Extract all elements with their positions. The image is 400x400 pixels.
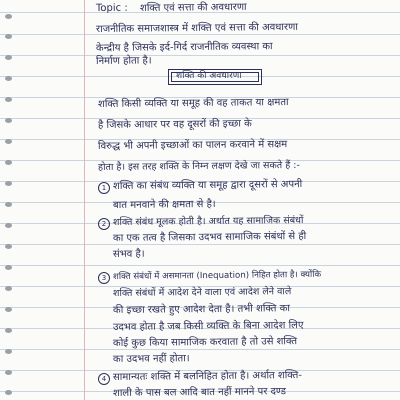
para1-line-1: शक्ति किसी व्यक्ति या समूह की वह ताकत या क्षमता (97, 97, 289, 110)
point3-line-3: की इच्छा रखते हुए आदेश देता है। तभी शक्ति का (112, 303, 290, 316)
spiral-hole-icon (5, 14, 12, 19)
spiral-hole-icon (5, 76, 12, 81)
spiral-hole-icon (5, 328, 12, 333)
circled-number-icon: 3 (98, 272, 110, 284)
spiral-hole-icon (5, 55, 12, 60)
para1-line-4: होता है। इस तरह शक्ति के निम्न लक्षण देखे जा सकते हैं :- (97, 159, 300, 173)
circled-number-icon: 1 (98, 182, 110, 194)
circled-number-icon: 4 (98, 373, 110, 385)
spiral-hole-icon (5, 370, 12, 375)
intro-line-2: केन्द्रीय है जिसके इर्द-गिर्द राजनीतिक व्यवस्था का (95, 41, 273, 54)
topic-title: शक्ति एवं सत्ता की अवधारणा (139, 1, 247, 14)
spiral-hole-icon (5, 223, 12, 228)
point1-line-1: शक्ति का संबंध व्यक्ति या समूह द्वारा दूसरों से अपनी (112, 179, 303, 192)
spiral-binding (0, 0, 18, 400)
section-heading: शक्ति की अवधारणा (176, 71, 242, 81)
spiral-hole-icon (5, 181, 12, 186)
spiral-hole-icon (5, 265, 12, 270)
para1-line-2: है जिसके आधार पर वह दूसरों की इच्छा के (97, 118, 252, 131)
para1-line-3: विरुद्ध भी अपनी इच्छाओं का पालन करवाने में सक्षम (97, 139, 288, 152)
point3-line-4: उदभव होता है जब किसी व्यक्ति के बिना आदेश लिए (112, 320, 304, 333)
point2-line-3: संभव है। (112, 248, 145, 260)
spiral-hole-icon (5, 202, 12, 207)
point3-line-5: कोई कुछ किया सामाजिक करवाता है तो उसे शक्ति (112, 336, 298, 349)
topic-label: Topic : (95, 2, 128, 14)
spiral-hole-icon (5, 139, 12, 144)
spiral-hole-icon (5, 97, 12, 102)
point3-line-6: का उदभव नहीं होता। (112, 353, 190, 365)
spiral-hole-icon (5, 160, 12, 165)
point4-line-1: सामान्यतः शक्ति में बलनिहित होता है। अर्थात शक्ति- (112, 370, 303, 383)
spiral-hole-icon (5, 349, 12, 354)
margin-line (84, 0, 85, 400)
intro-line-3: निर्माण होता है। (95, 55, 152, 67)
spiral-hole-icon (5, 307, 12, 312)
point2-line-1: शक्ति संबंध मूलक होती है। अर्थात यह सामाजिक संबंधों (112, 215, 304, 228)
spiral-hole-icon (5, 390, 12, 395)
point3-line-1: शक्ति संबंधों में असमानता (Inequation) निहित होता है। क्योंकि (112, 269, 322, 282)
spiral-hole-icon (5, 118, 12, 123)
point4-line-2: शाली के पास बल आदि बात नहीं मानने पर दण्ड (112, 386, 287, 399)
spiral-hole-icon (5, 286, 12, 291)
intro-line-1: राजनीतिक समाजशास्त्र में शक्ति एवं सत्ता की अवधारणा (95, 21, 298, 35)
circled-number-icon: 2 (98, 218, 110, 230)
spiral-hole-icon (5, 34, 12, 39)
point1-line-2: बात मनवाने की क्षमता से है। (112, 198, 216, 211)
point3-line-2: शक्ति संबंधों में आदेश देने वाला एवं आदेश लेने वाले (112, 286, 292, 299)
spiral-hole-icon (5, 244, 12, 249)
point2-line-2: का एक तत्व है जिसका उदभव सामाजिक संबंधों से ही (112, 230, 307, 244)
